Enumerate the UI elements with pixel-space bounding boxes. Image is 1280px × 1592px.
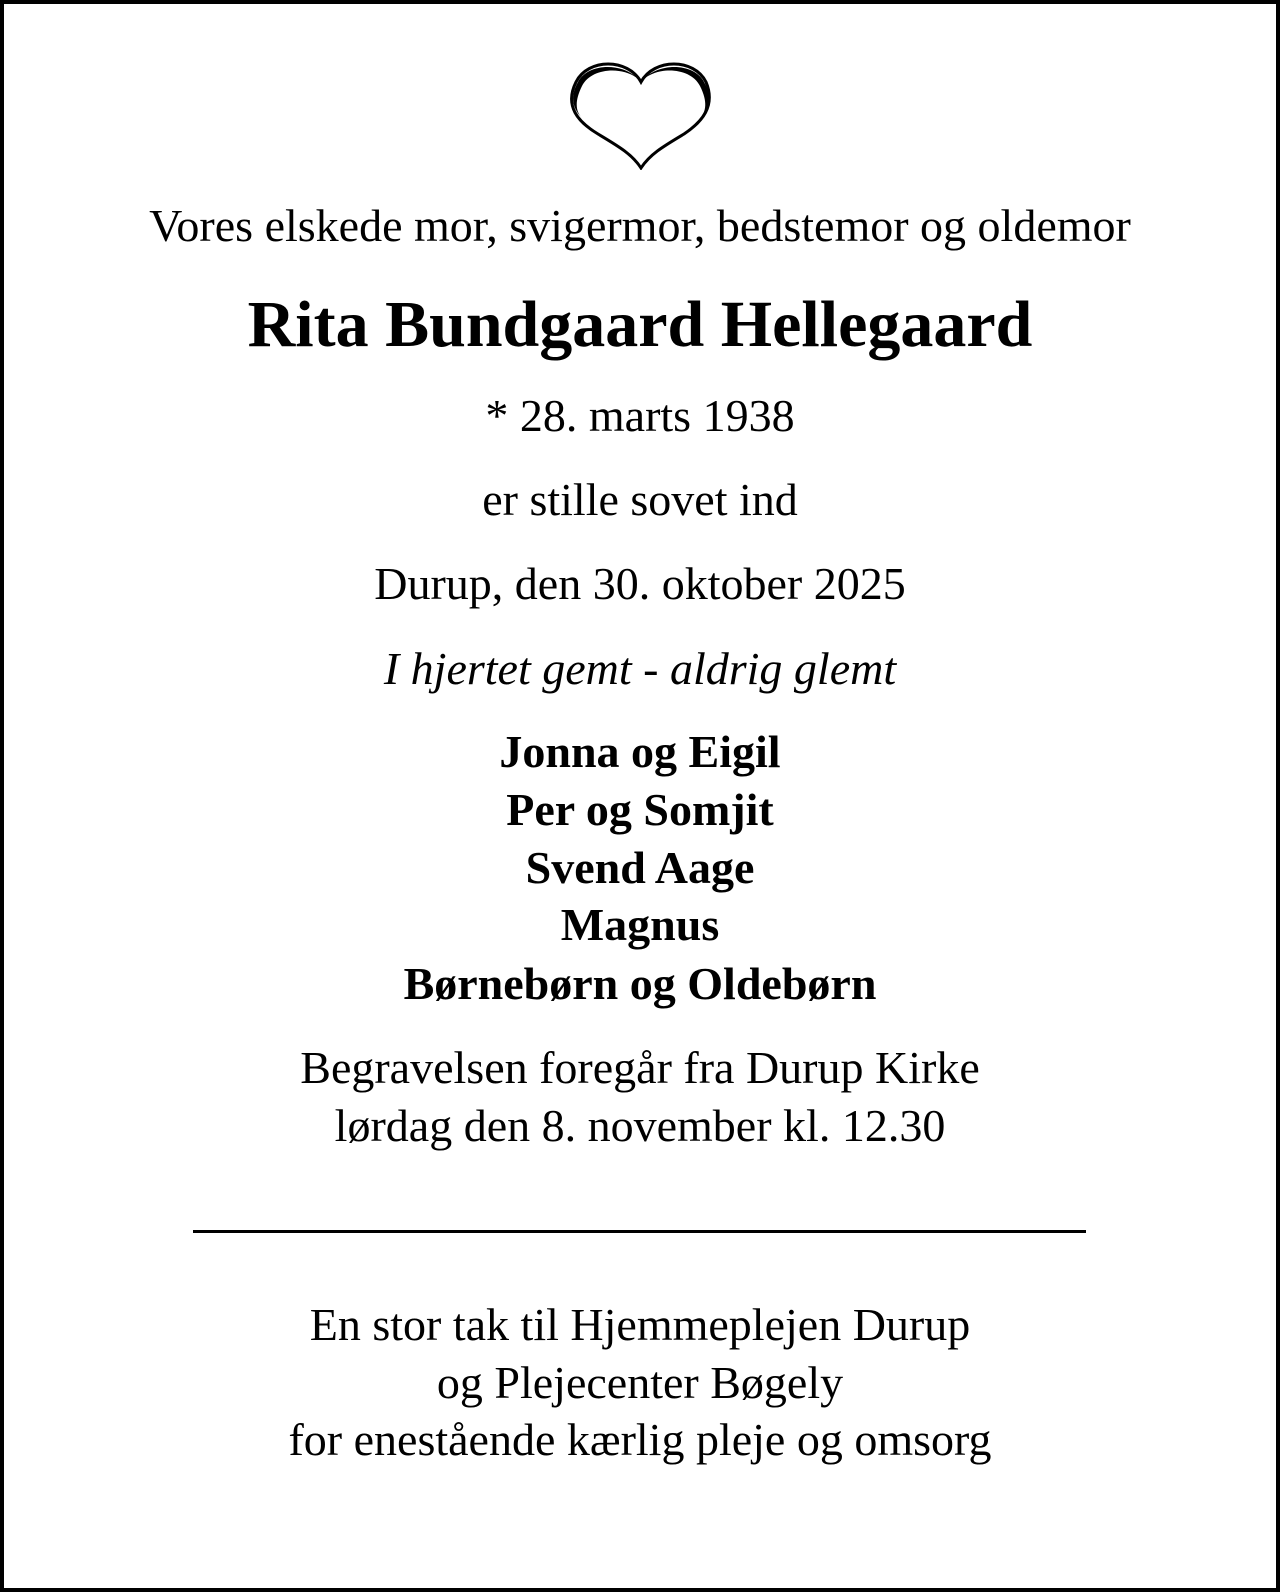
- divider: [193, 1230, 1086, 1233]
- place-date: Durup, den 30. oktober 2025: [374, 558, 906, 609]
- relative-line: Magnus: [560, 899, 720, 950]
- funeral-line: Begravelsen foregår fra Durup Kirke: [300, 1042, 980, 1093]
- funeral-line: lørdag den 8. november kl. 12.30: [334, 1100, 946, 1151]
- passed-text: er stille sovet ind: [482, 474, 798, 525]
- thanks-line: og Plejecenter Bøgely: [436, 1357, 844, 1408]
- motto: I hjertet gemt - aldrig glemt: [383, 643, 897, 694]
- heart-icon: [568, 60, 714, 170]
- deceased-name: Rita Bundgaard Hellegaard: [247, 288, 1033, 361]
- relative-line: Børnebørn og Oldebørn: [403, 958, 877, 1009]
- relative-line: Per og Somjit: [506, 784, 774, 835]
- relative-line: Svend Aage: [525, 842, 755, 893]
- birth-date: * 28. marts 1938: [485, 390, 795, 441]
- intro-text: Vores elskede mor, svigermor, bedstemor og oldemor: [149, 200, 1131, 251]
- thanks-line: for enestående kærlig pleje og omsorg: [288, 1414, 992, 1465]
- relative-line: Jonna og Eigil: [499, 726, 781, 777]
- thanks-line: En stor tak til Hjemmeplejen Durup: [309, 1299, 971, 1350]
